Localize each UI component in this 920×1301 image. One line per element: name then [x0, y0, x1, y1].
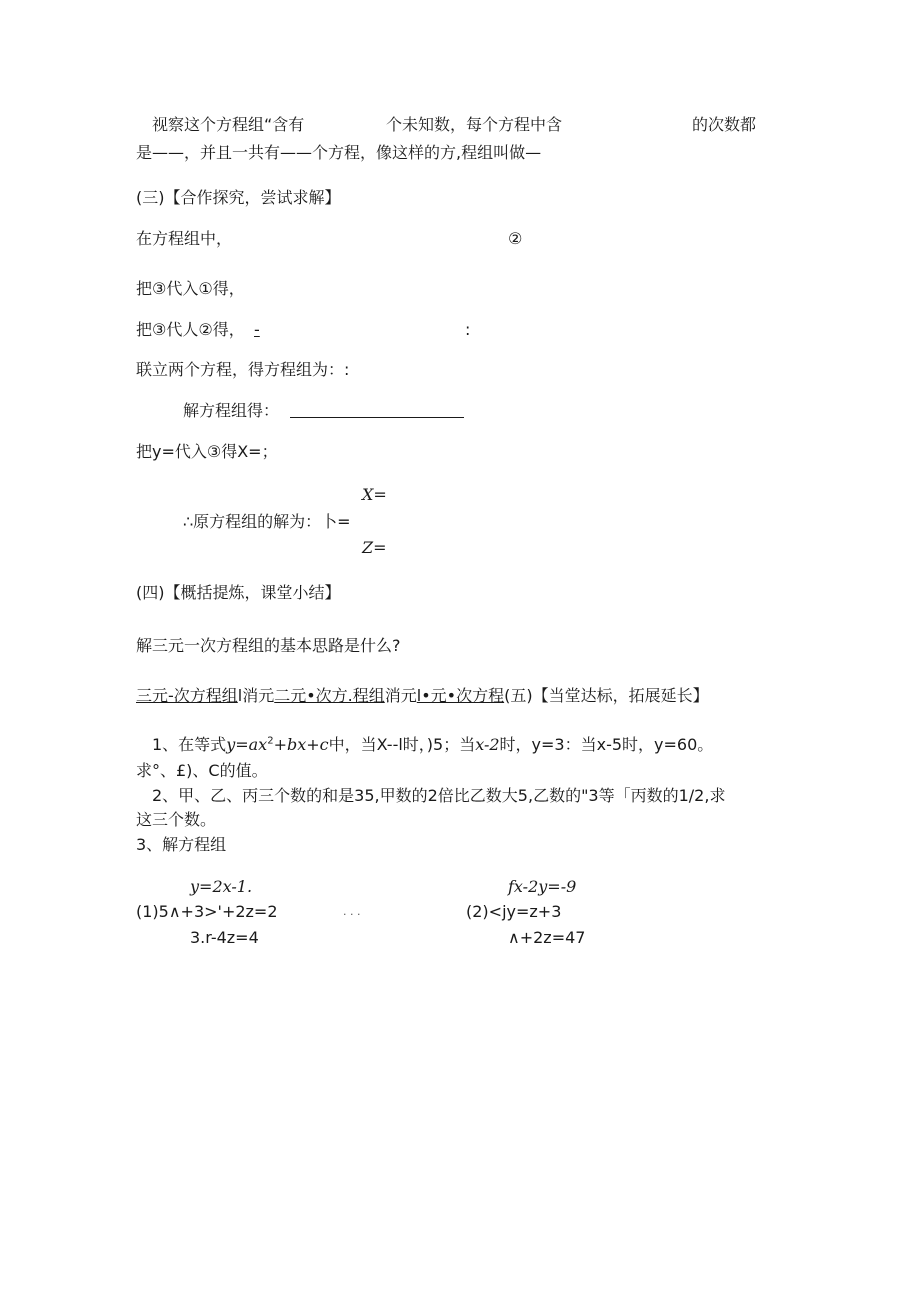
solve-text: 解方程组得：: [183, 401, 280, 420]
system-1-eq-3: 3.r-4z=4: [190, 928, 259, 947]
flow-ternary: 三元-次方程组: [136, 686, 238, 705]
substitute-into-1: 把③代入①得，: [136, 279, 245, 298]
observe-text-2: 个未知数，每个方程中含: [386, 115, 563, 134]
q1-equation-rest: +bx+c: [273, 735, 329, 754]
q1-equation-y: y=ax: [226, 735, 268, 754]
solution-x: X=: [362, 485, 387, 504]
flow-unary: l•元•次方程: [416, 686, 505, 705]
question-2-line-2: 这三个数。: [136, 810, 217, 829]
flow-binary: 二元•次方.程组: [274, 686, 385, 705]
system-1-eq-1: y=2x-1.: [190, 877, 253, 896]
section-3-heading: (三)【合作探究，尝试求解】: [136, 188, 341, 207]
q1-x-value: x-2: [475, 735, 500, 754]
q1-condition-2: 时，y=3：当x-5时，y=60。: [499, 735, 714, 754]
system-1-eq-2: (1)5∧+3>'+2z=2: [136, 902, 278, 921]
section-4-heading: (四)【概括提炼，课堂小结】: [136, 583, 341, 602]
observe-text-1: 视察这个方程组“含有: [152, 115, 305, 134]
substitute-into-2-colon: :: [465, 320, 471, 339]
answer-blank-line: [290, 417, 464, 418]
dots: . . .: [343, 905, 361, 918]
circle-two-label: ②: [508, 229, 523, 248]
q1-exponent: 2: [267, 735, 274, 747]
question-3-label: 3、解方程组: [136, 835, 227, 854]
question-2-line-1: 2、甲、乙、丙三个数的和是35,甲数的2倍比乙数大5,乙数的"3等「丙数的1/2,求: [152, 786, 726, 805]
q1-condition-1: 中，当X--l时，)5；当: [328, 735, 476, 754]
solving-flow-line: [136, 686, 709, 706]
substitute-y-text: 把y=代入③得X=；: [136, 442, 278, 461]
solution-z: Z=: [362, 538, 387, 557]
question-1-line-1: [152, 735, 713, 755]
summary-question: 解三元一次方程组的基本思路是什么?: [136, 636, 401, 655]
system-2-eq-2: (2)<jy=z+3: [466, 902, 562, 921]
substitute-into-2: 把③代人②得，: [136, 320, 245, 339]
observe-text-3: 的次数都: [692, 115, 757, 134]
q1-prefix: 1、在等式: [152, 735, 227, 754]
observe-text-4: 是——，并且一共有——个方程，像这样的方,程组叫做—: [136, 143, 542, 162]
in-system-text: 在方程组中，: [136, 229, 233, 248]
system-2-eq-1: fx-2y=-9: [508, 877, 577, 896]
combine-text: 联立两个方程，得方程组为：:: [136, 360, 350, 379]
question-1-line-2: 求°、£)、C的值。: [136, 761, 268, 780]
substitute-into-2-dash: -: [254, 320, 260, 339]
flow-eliminate-1: l消元: [237, 686, 275, 705]
system-2-eq-3: ∧+2z=47: [508, 928, 586, 947]
section-5-heading: (五)【当堂达标，拓展延长】: [504, 686, 709, 705]
solution-label: ∴原方程组的解为：卜=: [183, 512, 351, 531]
flow-eliminate-2: 消元: [384, 686, 417, 705]
